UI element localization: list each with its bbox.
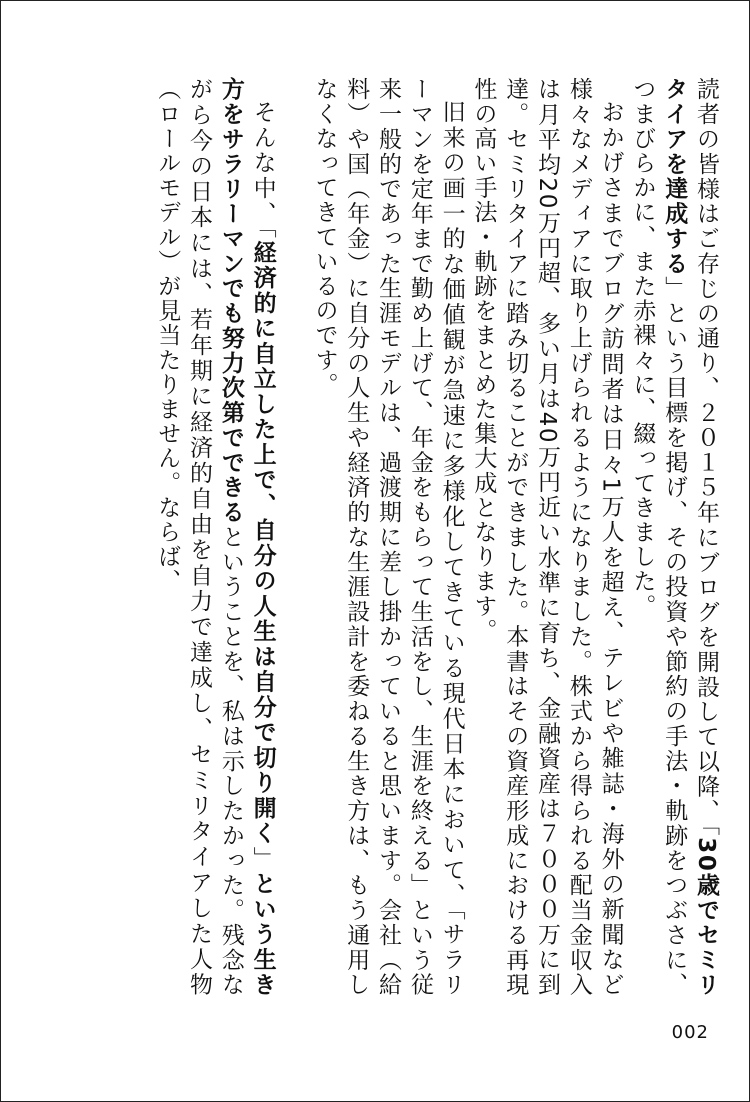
text-run: 旧来の画一的な価値観が急速に多様化してきている現代日本において、「サラリーマンを定年まで勤め上げて、年金をもらって生活をし、生涯を終える」という従来一般的であった生涯モデルは、過渡期に差し掛かっていると思います。会社（給料）や国（年金）に自分の人生や経済的な生涯設計を委ねる生き方は、もう通用しなくなってきているのです。: [311, 77, 465, 997]
paragraph-3: [308, 77, 467, 997]
bold-text-run: という生き方をサラリーマンでも努力次第でできる: [217, 77, 276, 998]
bold-text-run: 経済的に自立した上で、自分の人生は自分で切り開く: [249, 240, 276, 847]
text-run: 」: [249, 846, 276, 872]
text-run: ということを、私は示したかった。残念ながら今の日本には、若年期に経済的自由を自力で達成し、セミリタイアした人物（ロールモデル）が見当たりません。ならば、: [154, 77, 244, 997]
paragraph-2: [467, 77, 626, 997]
bold-text-run: 30歳でセミリタイアを達成する: [661, 77, 719, 997]
body-text: [81, 77, 721, 997]
text-run: 」という目標を掲げ、その投資や節約の手法・軌跡をつぶさに、つまびらかに、また赤裸々に、綴ってきました。: [629, 77, 688, 997]
paragraph-1: [626, 77, 721, 997]
paragraph-4: [150, 77, 277, 997]
page-number: 002: [671, 1022, 709, 1043]
text-run: おかげさまでブログ訪問者は日々1万人を超え、テレビや雑誌・海外の新聞など様々なメディアに取り上げられるようになりました。株式から得られる配当金収入は月平均20万円超、多い月は40万円近い水準に育ち、金融資産は７０００万に到達。セミリタイアに踏み切ることができました。本書はその資産形成における再現性の高い手法・軌跡をまとめた集大成となります。: [470, 77, 624, 997]
text-run: 読者の皆様はご存じの通り、２０１５年にブログを開設して以降、「: [693, 77, 719, 838]
text-run: そんな中、「: [249, 100, 276, 241]
